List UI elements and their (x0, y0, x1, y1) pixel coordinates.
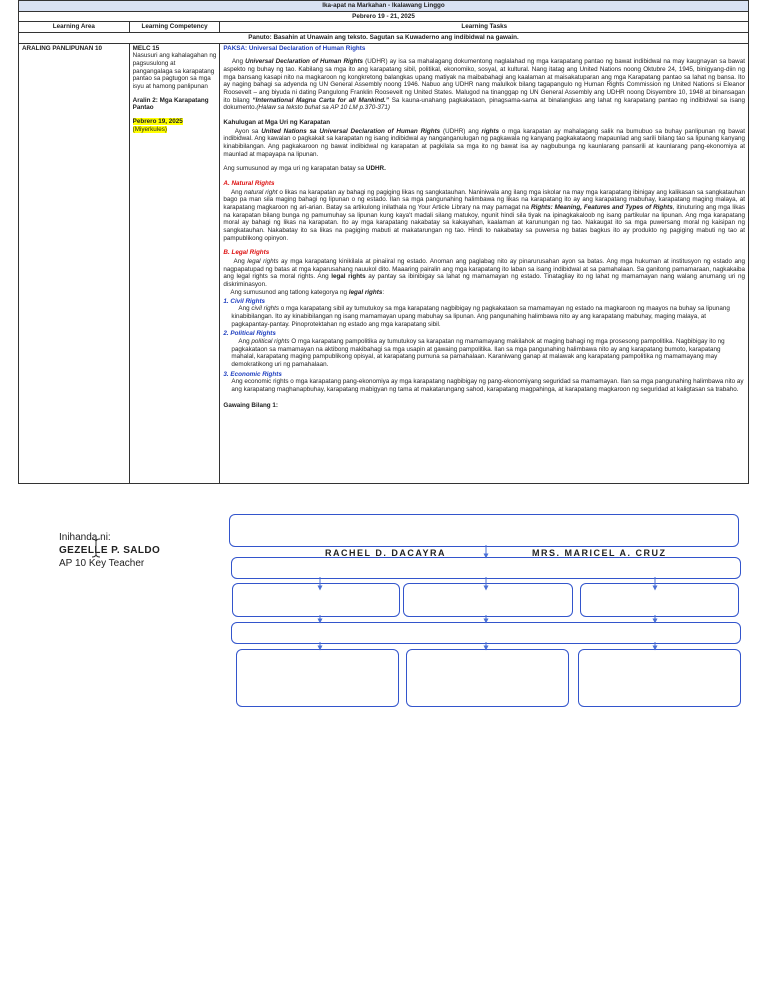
melc-description: Nasusuri ang kahalagahan ng pagsusulong at pangangalaga sa karapatang pantao sa pagtugon sa mga isyu at hamong panlipunan (132, 52, 217, 91)
column-header-competency: Learning Competency (129, 22, 220, 33)
melc-code: MELC 15 (132, 44, 160, 52)
economic-rights-paragraph: Ang economic rights o mga karapatang pang-ekonomiya ay mga karapatang nagbibigay ng pang-ekonomiyang seguridad sa mamamayan. Ilan sa mga pangunahing halimbawa nito ay ang karapatang maghanapbuhay, karapatang mabigyan ng tama at makatarungang sahod, karapatang magpahinga, at karapatang magkaroon ng seguridad at kaligtasan sa trabaho. (231, 378, 744, 393)
dates-header: Pebrero 19 - 21, 2025 (19, 11, 749, 22)
gawain-title: Gawaing Bilang 1: (223, 401, 279, 409)
instructions-row: Panuto: Basahin at Unawain ang teksto. Sagutan sa Kuwaderno ang indibidwal na gawain. (19, 33, 749, 44)
teacher-name: GEZELLE P. SALDO (59, 545, 161, 556)
signatory-1-name: RACHEL D. DACAYRA (325, 548, 447, 558)
natural-rights-paragraph: Ang natural right o likas na karapatan ay bahagi ng pagiging likas ng sangkatauhan. Naniniwala ang ilang mga iskolar na may mga karapatang ibinigay ang kalikasan sa sangkatauhan bago pa man sila maging bahagi ng lipunan o ng estado. Ilan sa mga pangunahing halimbawa ng likas na karapatang ito ay ang karapatang mabuhay, karapatang maging malaya, at karapatang magkaroon ng ari-arian. Batay sa artikulong inilathala ng Your Article Library na may pamagat na Rights: Meaning, Features and Types of Rights, itinuturing ang mga likas na karapatan bilang bunga ng pamumuhay sa lipunan kung kaya't madali silang matukoy, ngunit hindi sila tiyak na ipinagkakaloob ng isang partikular na lipunan. Ang mga karapatang moral ay bahagi ng likas na karapatan. Ito ay mga karapatang nakabatay sa kakayahan, kaalaman at karunungan ng tao. Nakaugat ito sa mga puwersang moral ng kaisipan ng sangkatauhan. Nakabatay ito sa likas na pagiging mabuti at makatarungan ng tao. Hindi to nakabatay sa puwersa ng batas bagkus ito ay produkto ng pagiging mabuti ng tao at pampublikong opinyon. (223, 188, 745, 242)
political-rights-paragraph: Ang political rights O mga karapatang pampolitika ay tumutukoy sa karapatan ng mamamayang makilahok at maging bahagi ng mga prosesong pampolitika. Nagbibigay ito ng pagkakataon sa mamamayan na aktibong makibahagi sa mga usapin at gawaing pampolitika. Ilan sa mga pangunahing halimbawa nito ay ang karapatang bumoto, karapatang mahalal, karapatang maging pampublikong opisyal, at karapatang pumuna sa pamahalaan. Karaniwang ganap at malawak ang karapatang pampolitika ng mamamayang may demokratikong uri ng pamahalaan. (231, 337, 725, 368)
teacher-role: AP 10 Key Teacher (59, 558, 145, 569)
lesson-date: Pebrero 19, 2025 (132, 118, 183, 126)
learning-area-cell: ARALING PANLIPUNAN 10 (19, 43, 130, 483)
quarter-week-header: Ika-apat na Markahan - Ikalawang Linggo (19, 1, 749, 12)
types-intro: Ang sumusunod ay mga uri ng karapatan batay sa UDHR. (223, 165, 386, 173)
natural-rights-title: A. Natural Rights (223, 180, 275, 188)
kahulugan-paragraph: Ayon sa United Nations sa Universal Declaration of Human Rights (UDHR) ang rights o mga karapatan ay mahalagang salik na bumubuo sa buhay panlipunan ng bawat indibidwal. Ang kawalan o pagkakait sa karapatan ng isang indibidwal ay nanganganulugan ng pagkawala ng kanyang pagkakataong mapaunlad ang sarili bilang tao sa lipunang kanyang kinabibilangan. Ang pagkakaroon ng bawat indibidwal ng karapatan at pagkilala sa mga ito ng bawat isa ay nagbubunga ng kaunlarang pansarili at kaunlarang pang-ekonomiya at maunlad at mapayapa na lipunan. (223, 127, 745, 158)
column-header-tasks: Learning Tasks (220, 22, 749, 33)
civil-rights-paragraph: Ang civil rights o mga karapatang sibil ay tumutukoy sa mga karapatang nagbibigay ng pagkakataon sa mamamayan ng estado na magkaroon ng maayos na buhay sa lipunang kinabibilangan. Ito ay kinabibilangan ng isang mamamayan upang mabuhay sa lipunan. Ang pangunahing halimbawa nito ay ang karapatang mabuhay, maging malaya, at pagkapantay-pantay. Pinoprotektahan ng estado ang mga karapatang sibil. (231, 305, 730, 328)
economic-rights-title: 3. Economic Rights (223, 370, 282, 378)
lesson-day: (Miyerkules) (132, 125, 167, 133)
topic-title: PAKSA: Universal Declaration of Human Rights (223, 44, 366, 52)
column-header-learning-area: Learning Area (19, 22, 130, 33)
civil-rights-title: 1. Civil Rights (223, 297, 266, 305)
signatory-2-name: MRS. MARICEL A. CRUZ (532, 548, 667, 558)
legal-rights-title: B. Legal Rights (223, 249, 270, 257)
kahulugan-title: Kahulugan at Mga Uri ng Karapatan (223, 119, 331, 127)
legal-rights-paragraph: Ang legal rights ay mga karapatang kinikilala at pinaiiral ng estado. Anoman ang paglabag nito ay pinarurusahan ayon sa batas. Ang mga hukuman at institusyon ng estado ang nagpapatupad ng batas at mga kaparusahang nauukol dito. Maaaring pairalin ang mga karapatang ito laban sa isang indibidwal at sa pamahalaan. Sa ganitong pamamaraan, nagkakaiba ang legal rights sa moral rights. Ang legal rights ay pantay sa ibinibigay sa lahat ng mamamayan ng estado. Tinatagliay ito ng lahat ng mamamayan nang walang anumang uri ng diskriminasyon. Ang sumusunod ang tatlong kategorya ng legal rights: (223, 258, 745, 296)
udhr-intro-paragraph: Ang Universal Declaration of Human Rights (UDHR) ay isa sa mahalagang dokumentong naglalahad ng mga karapatang pantao ng bawat indibidwal na may kaugnayan sa bawat aspekto ng buhay ng tao. Kabilang sa mga ito ang karapatang sibil, politikal, ekonomiko, sosyal, at kultural. Nang itatag ang United Nations noong Oktubre 24, 1945, binigyang-diin ng mga bansang kasapi nito na magkaroon ng kongkretong balangkas upang matiyak na maibabahagi ang kaalaman at maisakatuparan ang mga Karapatang pantao sa lahat ng bansa. Ito ay naging bahagi sa adyenda ng UN General Assembly noong 1946. Nabuo ang UDHR nang malulkok bilang tagapangulo ng Human Rights Commission ng United Nations si Eleanor Roosevelt – ang biyuda ni dating Pangulong Franklin Roosevelt ng United States. Malugod na tinanggap ng UN General Assembly ang UDHR noong Disyembre 10, 1948 at binansagan ito bilang “International Magna Carta for all Mankind.” Sa kauna-unahang pagkakataon, pinagsama-sama at binalangkas ang lahat ng karapatang pantao ng indibidwal sa isang dokumento.(Halaw sa teksto buhat sa AP 10 LM p.370-371) (223, 58, 745, 112)
aralin-title: Aralin 2: Mga Karapatang Pantao (132, 96, 209, 112)
political-rights-title: 2. Political Rights (223, 330, 276, 338)
prepared-by-label: Inihanda ni: (59, 532, 111, 543)
